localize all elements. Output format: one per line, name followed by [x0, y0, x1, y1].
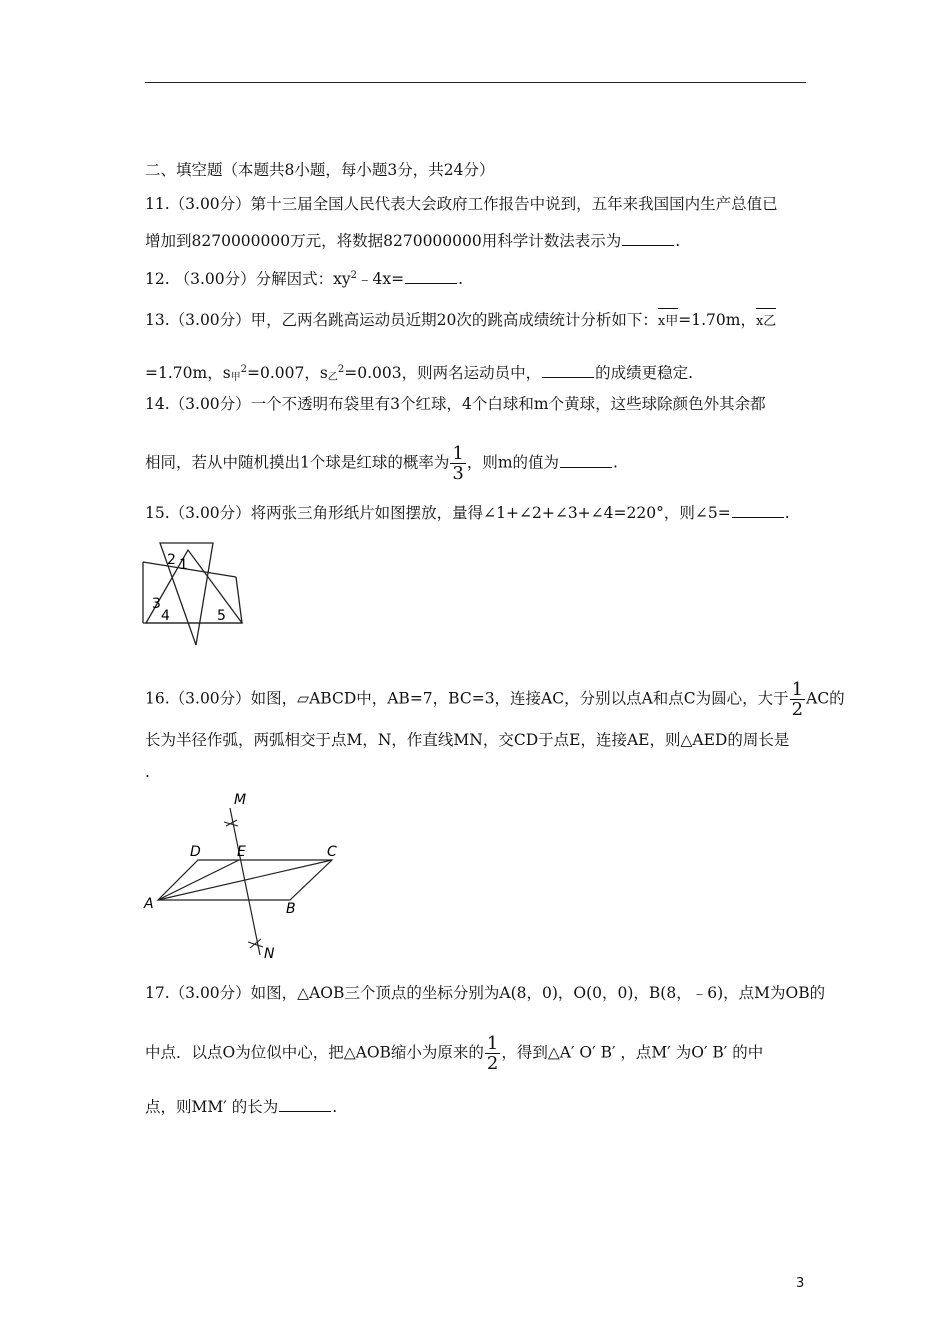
- q16-line3: .: [145, 763, 150, 781]
- q16-parallelogram-figure: [140, 790, 350, 970]
- label-c: C: [327, 844, 337, 860]
- q12-answer-blank: [405, 269, 457, 284]
- label-n: N: [264, 946, 275, 962]
- angle-label-5: 5: [217, 608, 226, 624]
- q14-fraction: $\frac{1}{3}$: [452, 443, 464, 484]
- section-heading: 二、填空题（本题共8小题，每小题3分，共24分）: [145, 161, 495, 179]
- q13-answer-blank: [542, 363, 594, 378]
- q13-text: 13.（3.00分）甲，乙两名跳高运动员近期20次的跳高成绩统计分析如下：: [145, 311, 658, 329]
- q13-sub-yi: 乙: [327, 372, 338, 383]
- q11-line1: 11.（3.00分）第十三届全国人民代表大会政府工作报告中说到，五年来我国国内生产总值已: [145, 195, 778, 213]
- q13-mean-jia: x甲: [658, 312, 678, 332]
- q14-answer-blank: [560, 453, 612, 468]
- label-m: M: [234, 792, 247, 808]
- angle-label-3: 3: [152, 596, 161, 612]
- label-b: B: [286, 901, 296, 917]
- q16-line1: 16.（3.00分）如图，▱ABCD中，AB=7，BC=3，连接AC，分别以点A和点C为圆心，大于 $\frac{1}{2}$ AC的: [145, 679, 845, 720]
- segment-ae: [158, 860, 239, 900]
- q17-line3: 点，则MM′ 的长为 .: [145, 1098, 338, 1116]
- q12-end: .: [458, 270, 463, 288]
- q13-mean-yi: x乙: [756, 312, 776, 332]
- q17-fraction: $\frac{1}{2}$: [486, 1033, 499, 1074]
- page-number: 3: [796, 1276, 805, 1291]
- q11-end: .: [675, 232, 681, 250]
- q12-text-b: ﹣4x=: [356, 270, 405, 288]
- label-e: E: [237, 844, 246, 860]
- q11-answer-blank: [622, 231, 674, 246]
- q14-line1: 14.（3.00分）一个不透明布袋里有3个红球，4个白球和m个黄球，这些球除颜色外其余都: [145, 395, 766, 413]
- angle-label-4: 4: [161, 608, 170, 624]
- q12-exponent: 2: [350, 270, 357, 281]
- q16-fraction: $\frac{1}{2}$: [791, 679, 804, 720]
- label-d: D: [190, 844, 201, 860]
- line-mn: [230, 808, 260, 955]
- q13-line2: =1.70m，$s_甲^2=0.007$，$s_乙^2=0.003$，则两名运动员中， 的成绩更稳定.: [145, 364, 694, 383]
- q14-line2: 相同，若从中随机摸出1个球是红球的概率为 $\frac{1}{3}$ ，则m的值为 .: [145, 443, 618, 484]
- q11-line2: [145, 231, 680, 251]
- angle-label-2: 2: [167, 552, 176, 568]
- arc-mark-n: [248, 942, 263, 947]
- q13-mean-jia-value: =1.70m，: [678, 311, 756, 329]
- header-rule: [145, 82, 806, 83]
- q15-line: 15.（3.00分）将两张三角形纸片如图摆放，量得∠1+∠2+∠3+∠4=220°，则∠5= .: [145, 504, 790, 522]
- q17-line2: 中点．以点O为位似中心，把△AOB缩小为原来的 $\frac{1}{2}$ ，得到△A′ O′ B′ ，点M′ 为O′ B′ 的中: [145, 1033, 764, 1074]
- angle-label-1: 1: [179, 557, 188, 573]
- label-a: A: [144, 896, 154, 912]
- q16-line2: 长为半径作弧，两弧相交于点M，N，作直线MN，交CD于点E，连接AE，则△AED的周长是: [145, 731, 790, 749]
- q12-line: [145, 266, 463, 289]
- q17-line1: 17.（3.00分）如图，△AOB三个顶点的坐标分别为A(8，0)，O(0，0)，B(8，﹣6)，点M为OB的: [145, 984, 826, 1002]
- q13-line1: [145, 310, 776, 332]
- q11-text: 增加到8270000000万元，将数据8270000000用科学计数法表示为: [145, 232, 622, 250]
- q15-answer-blank: [732, 503, 784, 518]
- q17-answer-blank: [279, 1097, 331, 1112]
- q13-sub-jia: 甲: [230, 372, 241, 383]
- q15-triangles-figure: [140, 540, 250, 650]
- q12-text-a: 12. （3.00分）分解因式：xy: [145, 270, 351, 288]
